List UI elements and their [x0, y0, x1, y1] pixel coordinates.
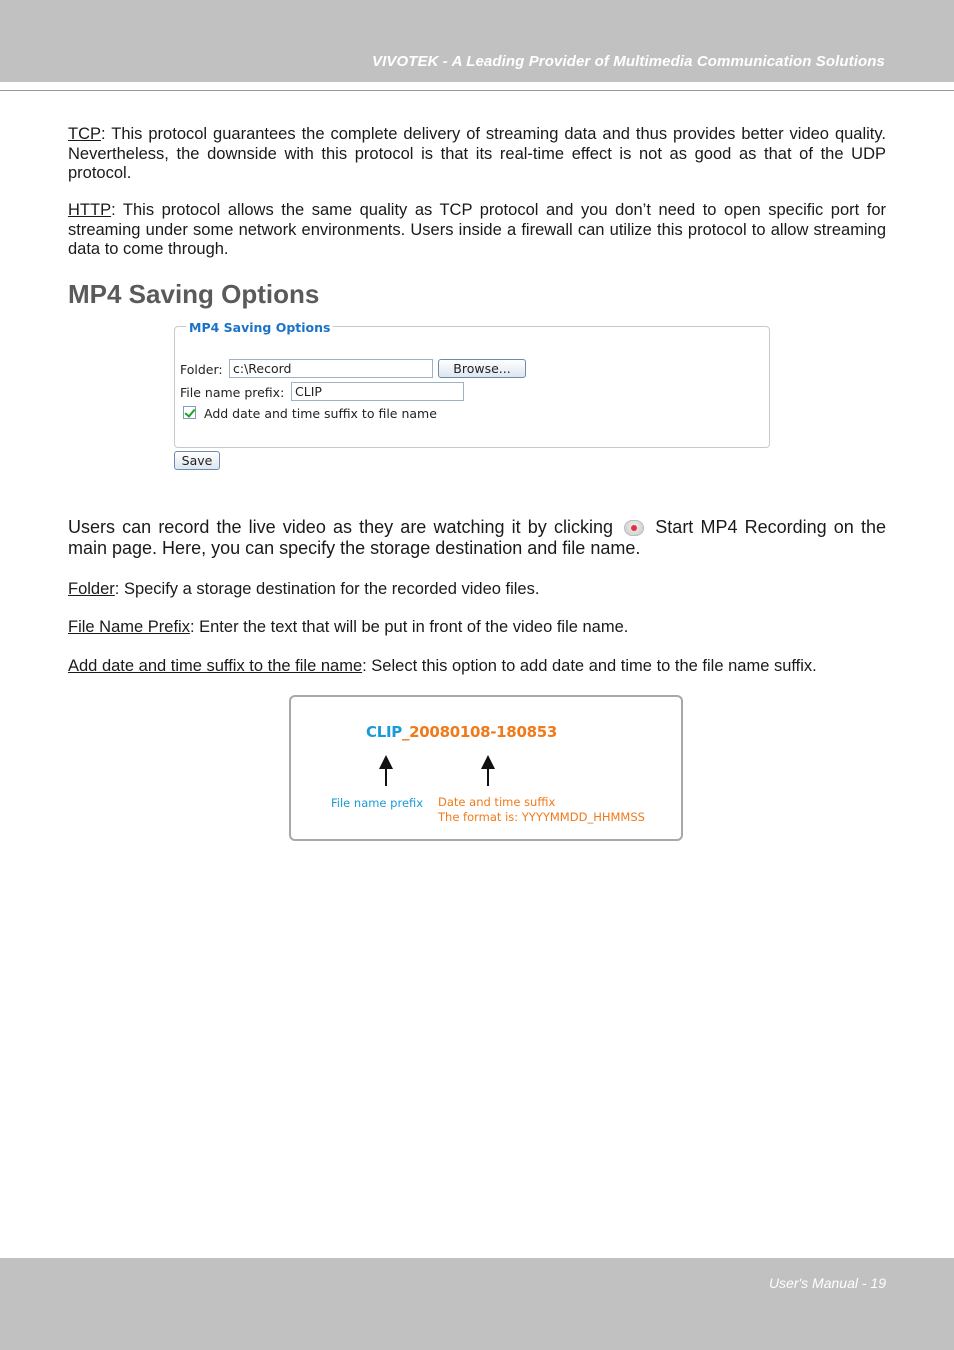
prefix-caption: File name prefix — [331, 796, 424, 810]
intro-text-after: Start MP4 Recording on the main page. Here, you can specify the storage destination and file name. — [68, 517, 886, 558]
file-name-prefix-label: File name prefix: — [180, 385, 285, 400]
file-name-prefix-input[interactable]: CLIP — [291, 382, 464, 401]
mp4-options-legend: MP4 Saving Options — [186, 320, 333, 335]
page-number: User's Manual - 19 — [768, 1275, 886, 1291]
tcp-term: TCP — [68, 125, 101, 143]
header-divider — [0, 90, 954, 91]
prefix-description — [68, 618, 886, 638]
suffix-text: : Select this option to add date and time to the file name suffix. — [362, 657, 817, 675]
example-prefix: CLIP — [366, 723, 402, 741]
folder-input[interactable]: c:\Record — [229, 359, 433, 378]
suffix-caption: Date and time suffix — [438, 795, 556, 809]
footer-band — [0, 1258, 954, 1350]
tcp-paragraph — [68, 125, 886, 184]
browse-button[interactable]: Browse... — [438, 359, 526, 378]
http-term: HTTP — [68, 201, 112, 219]
header-title: VIVOTEK - A Leading Provider of Multimedia Communication Solutions — [371, 53, 885, 70]
intro-paragraph — [68, 517, 886, 558]
folder-term: Folder — [68, 580, 115, 598]
date-time-suffix-checkbox[interactable] — [183, 406, 196, 419]
checkmark-icon — [184, 406, 195, 418]
folder-text: : Specify a storage destination for the recorded video files. — [114, 580, 540, 598]
format-caption: The format is: YYYYMMDD_HHMMSS — [438, 810, 645, 824]
intro-text-before: Users can record the live video as they are watching it by clicking — [68, 517, 613, 537]
example-suffix: _20080108-180853 — [401, 723, 557, 741]
folder-label: Folder: — [180, 362, 223, 377]
save-button[interactable]: Save — [174, 451, 220, 470]
tcp-text: : This protocol guarantees the complete delivery of streaming data and thus provides better video quality. Nevertheless, the downside with this protocol is that its real-time effect is not as good as that of the UDP protocol. — [68, 125, 886, 182]
example-file-name — [366, 723, 557, 741]
http-paragraph — [68, 201, 886, 260]
prefix-term: File Name Prefix — [68, 618, 190, 636]
record-icon — [624, 520, 644, 536]
section-title: MP4 Saving Options — [68, 279, 320, 309]
folder-description — [68, 580, 886, 600]
suffix-description — [68, 657, 886, 677]
prefix-arrow-icon — [385, 757, 387, 786]
suffix-term: Add date and time suffix to the file name — [68, 657, 363, 675]
prefix-text: : Enter the text that will be put in front of the video file name. — [189, 618, 629, 636]
http-text: : This protocol allows the same quality as TCP protocol and you don’t need to open specific port for streaming under some network environments. Users inside a firewall can utilize this protocol to allow streaming data to come through. — [68, 201, 886, 258]
suffix-arrow-icon — [487, 757, 489, 786]
date-time-suffix-label: Add date and time suffix to file name — [204, 406, 437, 421]
